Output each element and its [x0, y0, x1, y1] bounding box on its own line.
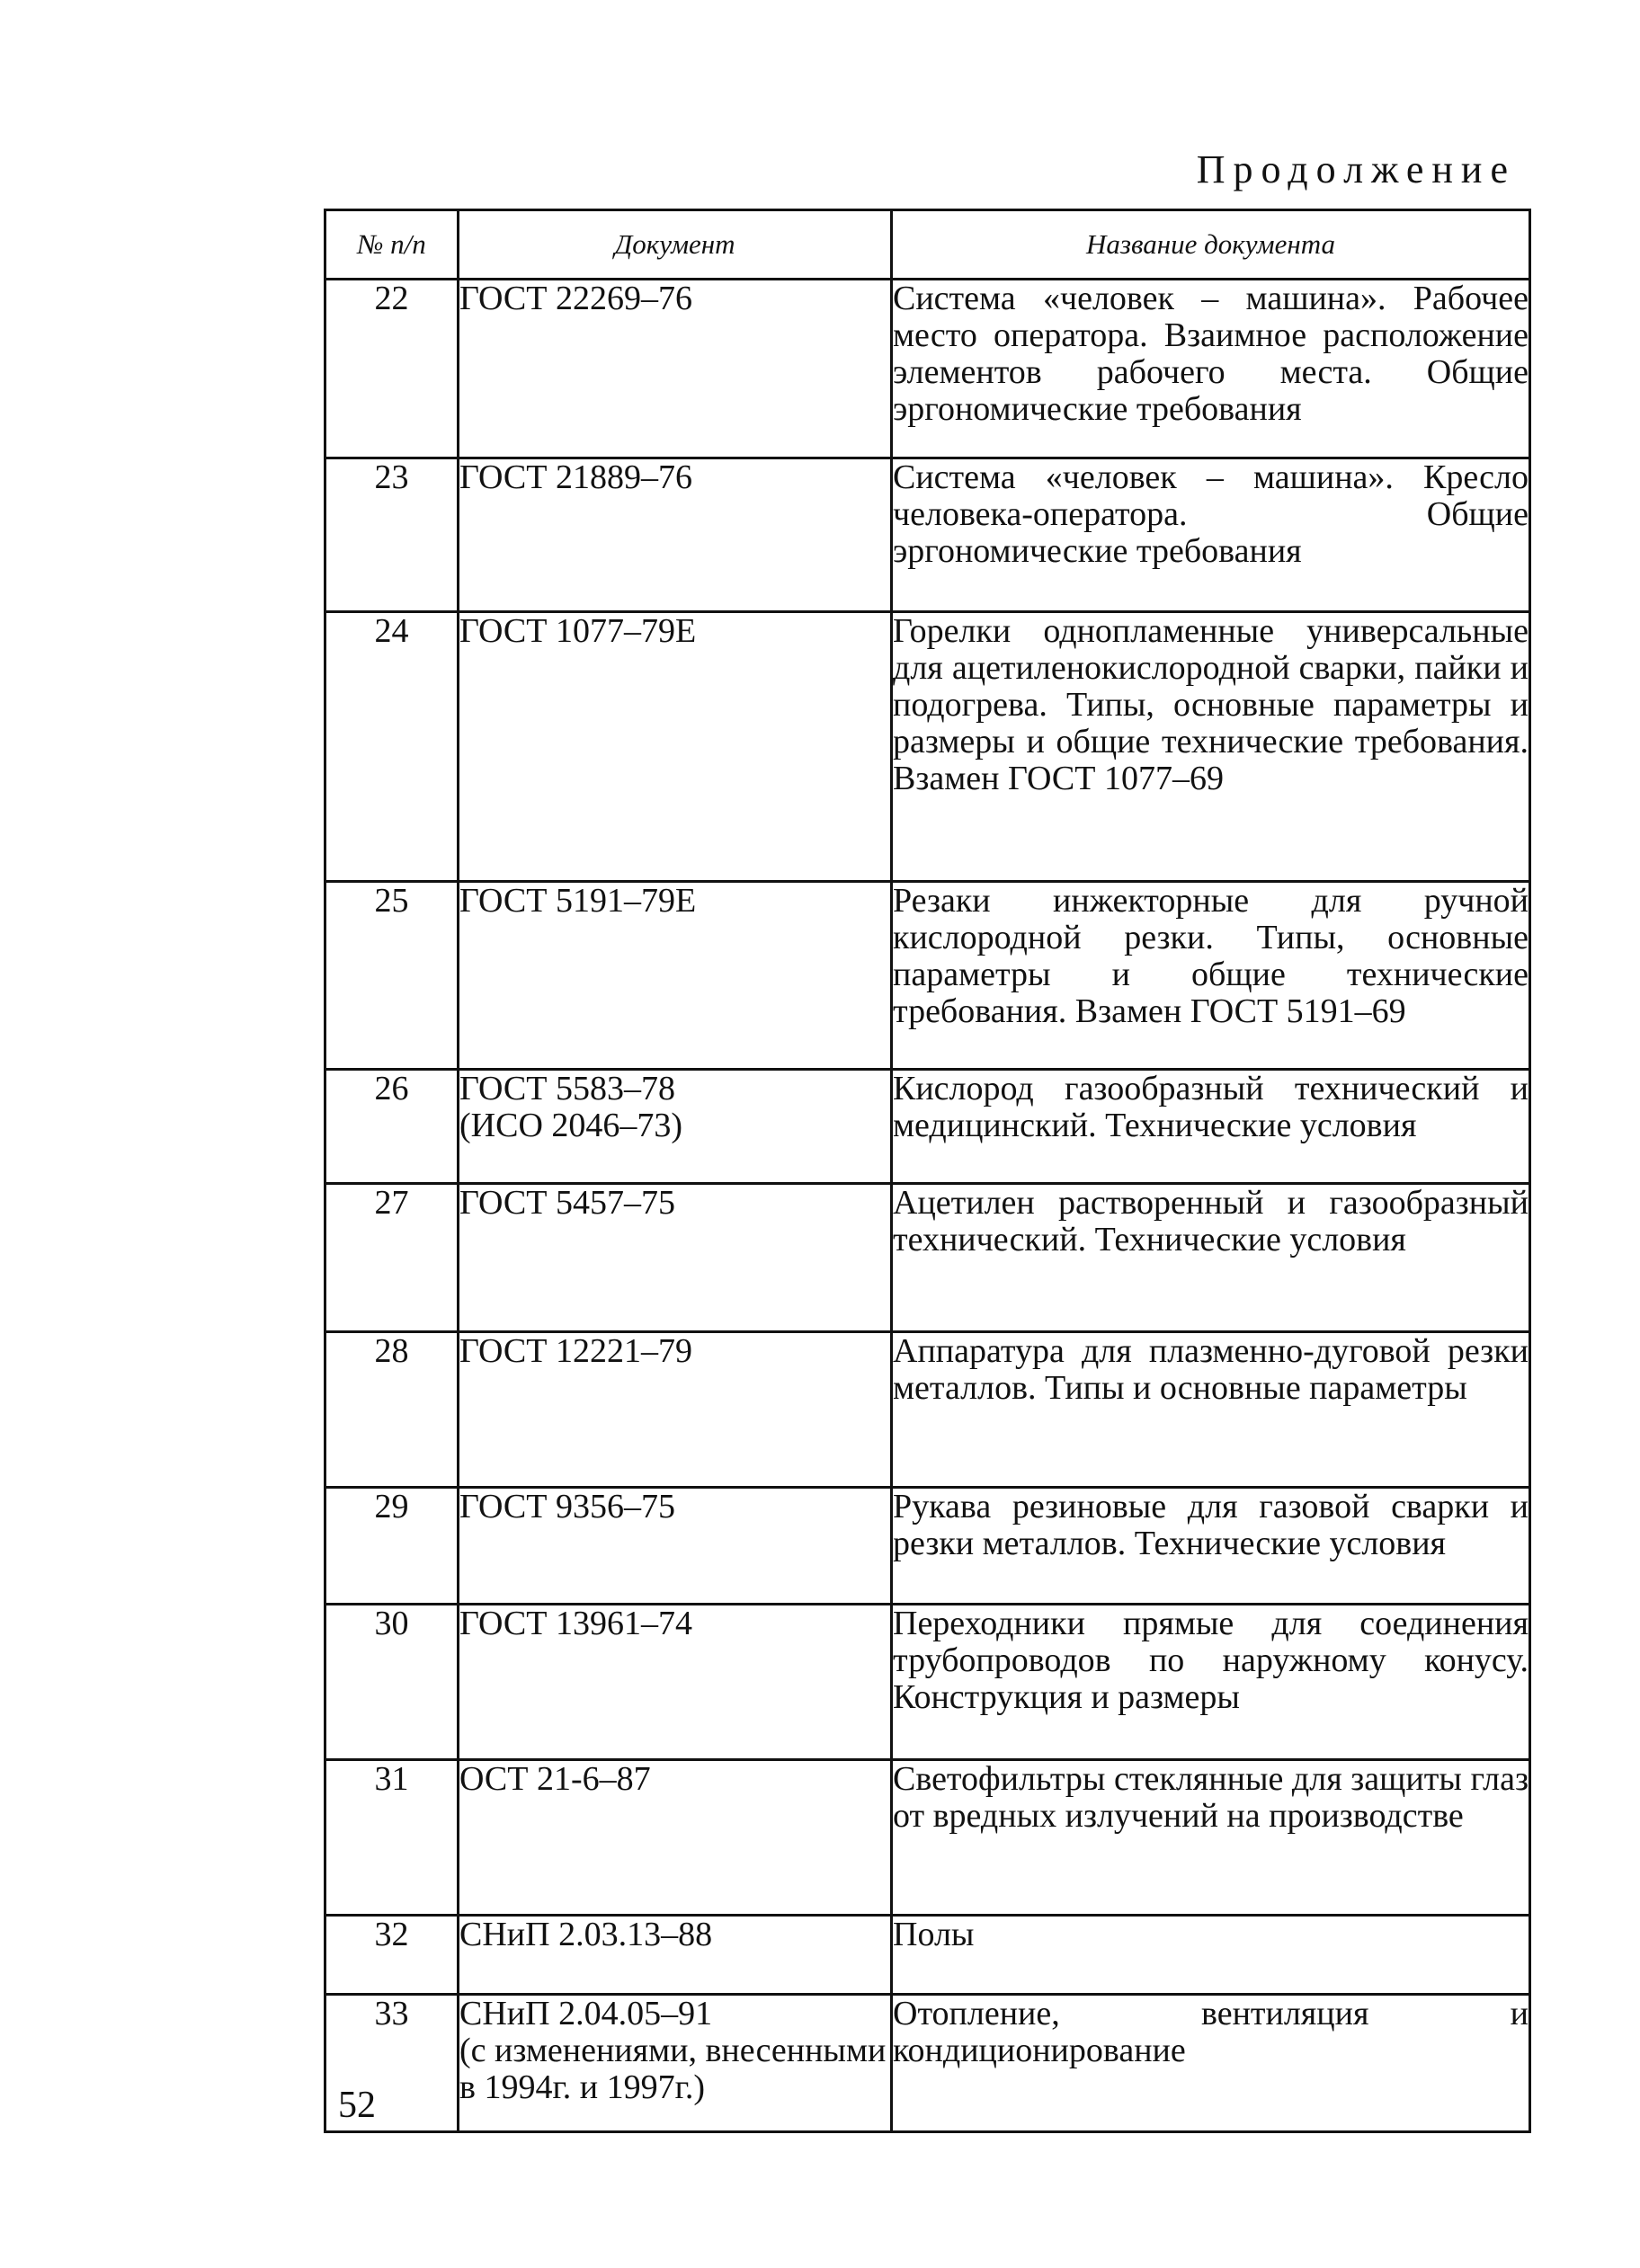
document-code: ГОСТ 5583–78	[459, 1070, 675, 1107]
document-title: Рукава резиновые для газовой сварки и резки металлов. Технические условия	[892, 1488, 1530, 1605]
row-number: 27	[325, 1184, 459, 1332]
row-number: 31	[325, 1760, 459, 1916]
column-header-number: № п/п	[325, 210, 459, 280]
document-code: СНиП 2.03.13–88	[459, 1916, 713, 1953]
table-row	[325, 1070, 1530, 1184]
document-title: Резаки инжекторные для ручной кислородной резки. Типы, основные параметры и общие технические требования. Взамен ГОСТ 5191–69	[892, 882, 1530, 1070]
document-title: Горелки однопламенные универсальные для ацетиленокислородной сварки, пайки и подогрева. Типы, основные параметры и размеры и общие технические требования. Взамен ГОСТ 1077–69	[892, 612, 1530, 882]
document-code: ГОСТ 21889–76	[459, 458, 692, 496]
table-row	[325, 1760, 1530, 1916]
row-number: 23	[325, 458, 459, 612]
row-number: 32	[325, 1916, 459, 1995]
table-row	[325, 1184, 1530, 1332]
table-row	[325, 458, 1530, 612]
document-code-cell	[459, 1184, 892, 1332]
column-header-document-name: Название документа	[892, 210, 1530, 280]
document-code-cell	[459, 280, 892, 458]
table-row	[325, 1995, 1530, 2132]
document-code: ГОСТ 5457–75	[459, 1184, 675, 1222]
document-code: ГОСТ 9356–75	[459, 1488, 675, 1525]
document-title: Полы	[892, 1916, 1530, 1995]
continuation-label: Продолжение	[1196, 147, 1516, 191]
document-code: ГОСТ 13961–74	[459, 1605, 692, 1642]
document-code-cell	[459, 1995, 892, 2132]
table-row	[325, 1488, 1530, 1605]
table-row	[325, 882, 1530, 1070]
table-row	[325, 1916, 1530, 1995]
table-body	[325, 280, 1530, 2132]
document-code-cell	[459, 612, 892, 882]
page-number: 52	[338, 2085, 376, 2126]
document-code: (с изменениями, внесенными в 1994г. и 1997г.)	[459, 2032, 887, 2106]
document-code-cell	[459, 1070, 892, 1184]
row-number: 30	[325, 1605, 459, 1760]
row-number: 28	[325, 1332, 459, 1488]
row-number: 33	[325, 1995, 459, 2132]
document-title: Система «человек – машина». Рабочее место оператора. Взаимное расположение элементов рабочего места. Общие эргономические требования	[892, 280, 1530, 458]
document-code-cell	[459, 458, 892, 612]
document-title: Кислород газообразный технический и медицинский. Технические условия	[892, 1070, 1530, 1184]
document-code: ГОСТ 22269–76	[459, 280, 692, 317]
document-title: Светофильтры стеклянные для защиты глаз от вредных излучений на производстве	[892, 1760, 1530, 1916]
document-code-cell	[459, 1760, 892, 1916]
row-number: 26	[325, 1070, 459, 1184]
document-title: Ацетилен растворенный и газообразный технический. Технические условия	[892, 1184, 1530, 1332]
row-number: 24	[325, 612, 459, 882]
document-code: ГОСТ 5191–79Е	[459, 882, 697, 920]
document-code: (ИСО 2046–73)	[459, 1107, 683, 1144]
table-row	[325, 280, 1530, 458]
document-code-cell	[459, 1332, 892, 1488]
table-row	[325, 1605, 1530, 1760]
document-title: Аппаратура для плазменно-дуговой резки металлов. Типы и основные параметры	[892, 1332, 1530, 1488]
document-code: ОСТ 21-6–87	[459, 1760, 651, 1798]
documents-table	[324, 209, 1531, 2133]
document-code-cell	[459, 882, 892, 1070]
table-row	[325, 1332, 1530, 1488]
document-title: Переходники прямые для соединения трубопроводов по наружному конусу. Конструкция и размеры	[892, 1605, 1530, 1760]
document-code-cell	[459, 1488, 892, 1605]
table-row	[325, 612, 1530, 882]
document-title: Система «человек – машина». Кресло человека-оператора. Общие эргономические требования	[892, 458, 1530, 612]
document-code-cell	[459, 1916, 892, 1995]
document-code: ГОСТ 1077–79Е	[459, 612, 697, 650]
column-header-document: Документ	[459, 210, 892, 280]
row-number: 29	[325, 1488, 459, 1605]
document-code: СНиП 2.04.05–91	[459, 1995, 713, 2032]
document-code: ГОСТ 12221–79	[459, 1332, 692, 1370]
row-number: 25	[325, 882, 459, 1070]
document-title: Отопление, вентиляция и кондиционирование	[892, 1995, 1530, 2132]
row-number: 22	[325, 280, 459, 458]
document-code-cell	[459, 1605, 892, 1760]
table-header-row	[325, 210, 1530, 280]
